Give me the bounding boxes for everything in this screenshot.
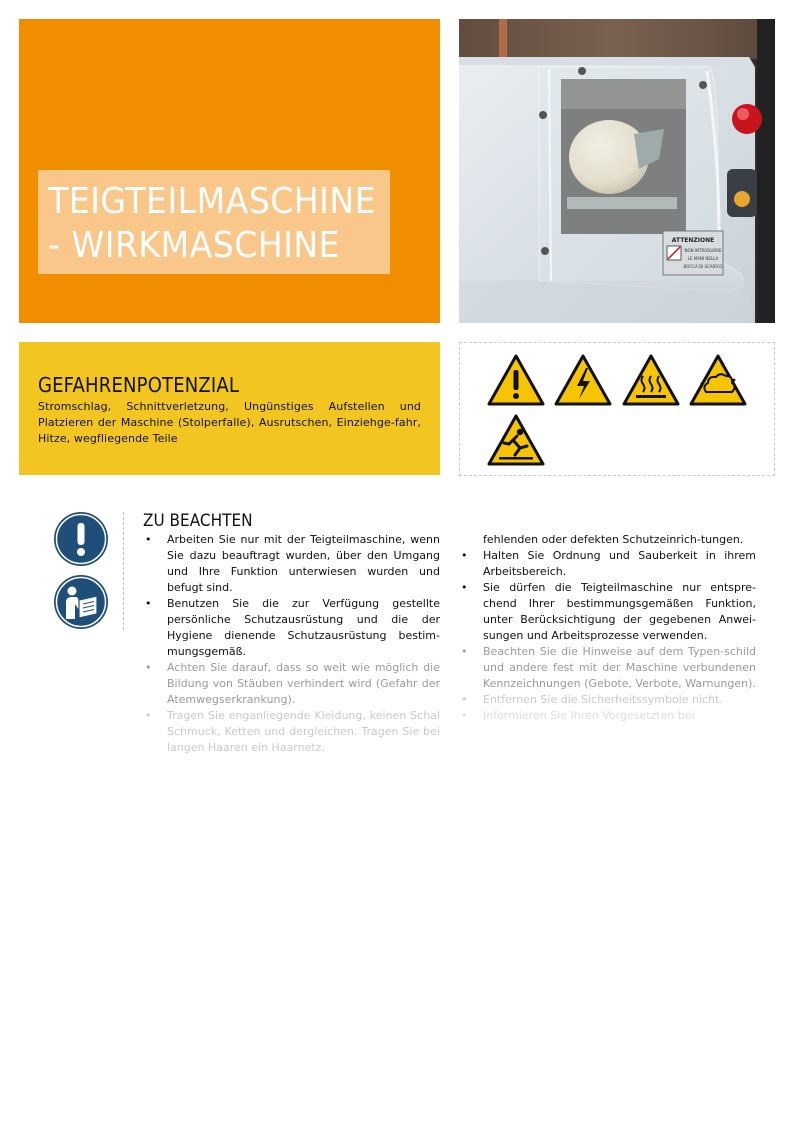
hot-surface-warning-icon (622, 354, 680, 406)
list-item-continuation: fehlenden oder defekten Schutzeinrich-tungen. (483, 533, 744, 546)
label-line1: NON INTRODURRE (684, 248, 722, 253)
slippery-surface-warning-icon (487, 414, 545, 466)
electricity-warning-icon (554, 354, 612, 406)
notes-column-2 (459, 532, 756, 754)
hazard-title: GEFAHRENPOTENZIAL (38, 373, 240, 397)
machine-photo (459, 19, 775, 323)
label-line3: BOCCA DI SCARICO (683, 264, 723, 269)
list-item: • Halten Sie Ordnung und Sauberkeit in ihrem Arbeitsbereich. (461, 549, 756, 578)
label-title: ATTENZIONE (671, 237, 715, 244)
read-manual-icon (53, 574, 109, 630)
general-warning-icon (487, 354, 545, 406)
notes-title: ZU BEACHTEN (143, 511, 253, 531)
list-item: • Achten Sie darauf, dass so weit wie möglich die Bildung von Stäuben verhindert wird (Gefahr der Atemwegserkrankung). (145, 661, 440, 706)
page-title-line1: TEIGTEILMASCHINE (48, 181, 377, 222)
list-item: • Benutzen Sie die zur Verfügung gestellte persönliche Schutzausrüstung und die der Hygiene dienende Schutzausrüstung bestim-mungsgemäß. (145, 597, 440, 658)
label-line2: LE MANI NELLA (687, 256, 719, 261)
flying-particles-warning-icon (689, 354, 747, 406)
title-box (38, 170, 390, 274)
list-item: • Entfernen Sie die Sicherheitssymbole nicht. (461, 693, 723, 706)
notes-column-1 (143, 532, 440, 754)
page-title-line2: - WIRKMASCHINE (48, 225, 341, 266)
list-item: • Sie dürfen die Teigteilmaschine nur entspre-chend Ihrer bestimmungsgemäßen Funktion, unter Berücksichtigung der gegebenen Anwei-sungen und Arbeitsprozesse verwenden. (461, 581, 756, 642)
list-item: • Arbeiten Sie nur mit der Teigteilmaschine, wenn Sie dazu beauftragt wurden, über den Umgang und Ihre Funktion unterwiesen wurden und befugt sind. (145, 533, 440, 594)
list-item: • Informieren Sie Ihren Vorgesetzten bei (461, 709, 695, 722)
warning-signs-panel (459, 342, 775, 476)
section-divider (123, 512, 124, 630)
hazard-text: Stromschlag, Schnittverletzung, Ungünstiges Aufstellen und Platzieren der Maschine (Stolperfalle), Ausrutschen, Einziehge-fahr, Hitze, wegfliegende Teile (38, 400, 421, 445)
mandatory-attention-icon (53, 511, 109, 567)
list-item: • Tragen Sie enganliegende Kleidung, keinen Schal Schmuck, Ketten und dergleichen. Tragen Sie bei langen Haaren ein Haarnetz. (145, 709, 440, 754)
list-item: • Beachten Sie die Hinweise auf dem Typen-schild und andere fest mit der Maschine verbundenen Kennzeichnungen (Gebote, Verbote, Warnungen). (461, 645, 756, 690)
